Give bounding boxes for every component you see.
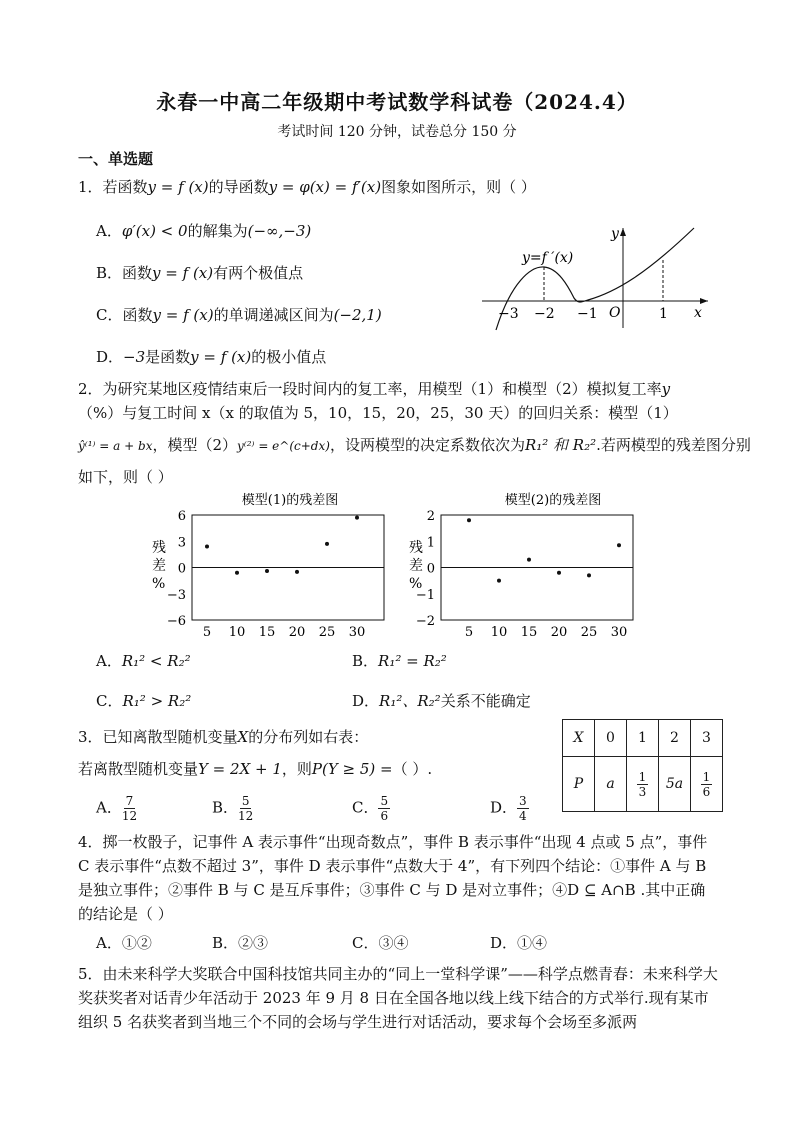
option-label: B． — [352, 652, 379, 670]
q4-option-a[interactable] — [96, 932, 152, 953]
fraction — [517, 794, 529, 823]
residual-point — [587, 573, 591, 577]
table-cell: 2 — [659, 720, 691, 757]
question-2-line1 — [78, 378, 670, 400]
q3-line2-math: Y = 2X + 1 — [198, 760, 282, 778]
x-tick-label: 5 — [464, 625, 474, 640]
fraction — [122, 794, 137, 823]
q2-line3-rest: ，设两模型的决定系数依次为 — [329, 436, 525, 454]
x-axis-label: x — [694, 305, 702, 321]
q1-stem-fx: y = f (x) — [147, 178, 209, 196]
option-math: φ′(x) < 0 — [121, 222, 188, 240]
fraction-numerator: 1 — [638, 769, 647, 784]
curve-label: y=f ′(x) — [522, 250, 574, 266]
q2-line3-r: R₁² 和 R₂² — [524, 436, 597, 454]
fraction-denominator: 6 — [380, 809, 389, 823]
y-tick-label: −6 — [166, 614, 186, 629]
option-math: y = f (x) — [152, 264, 214, 282]
q3-line2-text: 若离散型随机变量 — [78, 760, 199, 778]
option-text: ③④ — [378, 934, 409, 952]
q2-model2: y⁽²⁾ = e^(c+dx) — [237, 439, 330, 453]
question-3-line1 — [78, 726, 368, 748]
chart2-ylabel-3: % — [409, 576, 423, 592]
q2-option-b[interactable] — [352, 650, 447, 671]
chart2-ylabel-2: 差 — [409, 558, 423, 574]
q3-line2-tail: （ ）. — [392, 760, 433, 778]
q1-option-a[interactable] — [96, 220, 311, 241]
q1-option-b[interactable] — [96, 262, 303, 283]
q2-option-c[interactable] — [96, 690, 191, 711]
x-tick-label: 15 — [258, 625, 276, 640]
question-5-text: 5．由未来科学大奖联合中国科技馆共同主办的“同上一堂科学课”——科学点燃青春：未来科学大奖获奖者对话青少年活动于 2023 年 9 月 8 日在全国各地以线上线下结合的方式举行.现有某市组织 5 名获奖者到当地三个不同的会场与学生进行对话活动，要求每个会场至多派两 — [78, 965, 718, 1031]
fraction — [701, 770, 713, 799]
q2-line1-var: y — [661, 380, 671, 398]
option-label: C． — [352, 934, 379, 952]
x-tick-label: 30 — [348, 625, 366, 640]
q1-stem-prefix: 1．若函数 — [78, 178, 148, 196]
q4-option-b[interactable] — [212, 932, 268, 953]
y-tick-label: 0 — [426, 561, 435, 577]
tick-minus-1: −1 — [577, 306, 598, 322]
q3-option-c[interactable] — [352, 794, 390, 823]
x-tick-label: 20 — [550, 625, 568, 640]
table-cell — [627, 757, 659, 812]
residual-point — [355, 516, 359, 520]
option-label: B． — [212, 798, 239, 817]
tick-minus-2: −2 — [534, 306, 555, 322]
y-tick-label: 3 — [177, 535, 186, 551]
option-label: D． — [490, 934, 518, 952]
option-text2: 的单调递减区间为 — [213, 306, 334, 324]
x-tick-label: 10 — [490, 625, 508, 640]
table-cell: 3 — [691, 720, 723, 757]
y-tick-label: 0 — [177, 561, 186, 577]
fraction-denominator: 12 — [121, 809, 138, 823]
fraction — [637, 770, 649, 799]
x-tick-label: 25 — [580, 625, 598, 640]
section-heading: 一、单选题 — [78, 150, 154, 168]
option-text: ②③ — [238, 934, 269, 952]
option-math: y = f (x) — [152, 306, 214, 324]
q3-option-b[interactable] — [212, 794, 253, 823]
option-label: B． — [96, 264, 123, 282]
table-row — [563, 757, 723, 812]
option-math2: (−2,1) — [333, 306, 382, 324]
fraction — [238, 794, 253, 823]
q3-line1-text: 3．已知离散型随机变量 — [78, 728, 238, 746]
q3-option-a[interactable] — [96, 794, 137, 823]
q3-line1-var: X — [237, 728, 249, 746]
option-math: −3 — [123, 348, 146, 366]
option-math: R₁²、R₂² — [379, 692, 441, 710]
q4-option-c[interactable] — [352, 932, 409, 953]
origin-label: O — [609, 305, 621, 321]
option-label: D． — [96, 348, 124, 366]
question-2-line3 — [78, 434, 751, 457]
table-row — [563, 720, 723, 757]
table-cell: 1 — [627, 720, 659, 757]
x-tick-label: 10 — [228, 625, 246, 640]
residual-point — [235, 571, 239, 575]
option-text: 函数 — [122, 306, 153, 324]
fraction-denominator: 6 — [702, 784, 711, 799]
q1-derivative-graph — [476, 222, 716, 332]
question-3-line2 — [78, 758, 432, 780]
fraction-numerator: 3 — [519, 794, 527, 808]
question-2-line4: 如下，则（ ） — [78, 468, 173, 486]
residual-point — [205, 545, 209, 549]
table-cell: P — [563, 757, 595, 812]
y-axis-label: y — [611, 226, 619, 242]
question-1-stem — [78, 176, 536, 198]
residual-point — [295, 570, 299, 574]
q2-line1-text: 2．为研究某地区疫情结束后一段时间内的复工率，用模型（1）和模型（2）模拟复工率 — [78, 380, 662, 398]
option-label: D． — [352, 692, 380, 710]
fraction-denominator: 4 — [519, 809, 527, 823]
option-text: 是函数 — [145, 348, 191, 366]
option-text: 函数 — [122, 264, 153, 282]
q2-option-d[interactable] — [352, 690, 531, 711]
chart1-ylabel-1: 残 — [152, 540, 166, 556]
chart2-title: 模型(2)的残差图 — [504, 493, 602, 508]
exam-subtitle: 考试时间 120 分钟，试卷总分 150 分 — [277, 124, 517, 140]
option-label: A． — [96, 222, 122, 240]
y-tick-label: 2 — [426, 509, 435, 524]
q1-option-c[interactable] — [96, 304, 382, 325]
question-4-text: 4．掷一枚骰子，记事件 A 表示事件“出现奇数点”，事件 B 表示事件“出现 4 点或 5 点”，事件 C 表示事件“点数不超过 3”，事件 D 表示事件“点数大于 4”，有下列四个结论：①事件 A 与 B 是独立事件；②事件 B 与 C 是互斥事件；③事件 C 与 D 是对立事件；④D ⊆ A∩B .其中正确的结论是（ ） — [78, 833, 708, 923]
residual-point — [617, 543, 621, 547]
option-label: A． — [96, 798, 122, 817]
y-axis-arrow — [620, 228, 626, 236]
residual-point — [527, 558, 531, 562]
distribution-table — [562, 719, 723, 812]
option-label: C． — [96, 306, 123, 324]
q2-line3-mid: ，模型（2） — [152, 436, 238, 454]
q3-option-d[interactable] — [490, 794, 529, 823]
fraction-denominator: 3 — [638, 784, 647, 799]
question-2-line2: （%）与复工时间 x（x 的取值为 5，10，15，20，25，30 天）的回归关系：模型（1） — [78, 404, 678, 422]
residual-point — [265, 569, 269, 573]
chart1-ylabel-2: 差 — [152, 558, 166, 574]
option-label: D． — [490, 798, 518, 817]
option-label: B． — [212, 934, 239, 952]
option-label: A． — [96, 652, 122, 670]
table-cell: a — [595, 757, 627, 812]
q2-line3-tail: .若两模型的残差图分别 — [596, 436, 751, 454]
residual-plot-1 — [140, 490, 390, 640]
y-tick-label: −1 — [415, 587, 435, 603]
q3-line2-prob: P(Y ≥ 5) = — [311, 760, 393, 778]
page-title: 永春一中高二年级期中考试数学科试卷（2024.4） — [156, 90, 638, 114]
tick-minus-3: −3 — [498, 306, 519, 322]
y-tick-label: 1 — [426, 535, 435, 551]
table-cell: X — [563, 720, 595, 757]
option-text: 的解集为 — [187, 222, 248, 240]
q1-stem-mid: 的导函数 — [208, 178, 269, 196]
residual-point — [497, 579, 501, 583]
table-cell: 0 — [595, 720, 627, 757]
option-label: C． — [352, 798, 379, 817]
fraction-denominator: 12 — [238, 809, 254, 823]
tick-1: 1 — [659, 306, 668, 322]
fraction-numerator: 5 — [380, 794, 389, 808]
y-tick-label: −3 — [166, 587, 186, 603]
q2-model1: ŷ⁽¹⁾ = a + bx — [78, 439, 153, 453]
q1-stem-deriv: y = φ(x) = f′(x) — [268, 178, 382, 196]
option-text: 关系不能确定 — [440, 692, 531, 710]
q1-stem-suffix: 图象如图所示，则（ ） — [381, 178, 536, 196]
table-cell — [691, 757, 723, 812]
q3-line1-tail: 的分布列如右表： — [248, 728, 369, 746]
option-label: A． — [96, 934, 122, 952]
option-math: R₁² = R₂² — [378, 652, 447, 670]
option-math2: y = f (x) — [190, 348, 252, 366]
chart1-title: 模型(1)的残差图 — [241, 493, 339, 508]
x-tick-label: 25 — [318, 625, 336, 640]
chart1-ylabel-3: % — [152, 576, 166, 592]
q2-option-a[interactable] — [96, 650, 191, 671]
q3-line2-mid: ，则 — [281, 760, 312, 778]
option-label: C． — [96, 692, 123, 710]
x-axis-arrow — [700, 298, 708, 304]
residual-point — [467, 518, 471, 522]
option-math: R₁² < R₂² — [121, 652, 191, 670]
x-tick-label: 5 — [202, 625, 212, 640]
chart2-ylabel-1: 残 — [409, 540, 423, 556]
x-tick-label: 15 — [520, 625, 538, 640]
y-tick-label: 6 — [177, 509, 186, 524]
option-math2: (−∞,−3) — [247, 222, 312, 240]
fraction-numerator: 1 — [702, 769, 711, 784]
option-text2: 的极小值点 — [251, 348, 327, 366]
x-tick-label: 30 — [610, 625, 628, 640]
option-text: ①② — [121, 934, 152, 952]
x-tick-label: 20 — [288, 625, 306, 640]
residual-plot-2 — [405, 490, 655, 640]
fraction — [378, 794, 390, 823]
fraction-numerator: 7 — [125, 794, 134, 808]
residual-point — [557, 571, 561, 575]
y-tick-label: −2 — [415, 614, 435, 629]
q1-option-d[interactable] — [96, 346, 326, 367]
residual-point — [325, 542, 329, 546]
fraction-numerator: 5 — [241, 794, 250, 808]
q4-option-d[interactable] — [490, 932, 547, 953]
option-text2: 有两个极值点 — [213, 264, 304, 282]
option-math: R₁² > R₂² — [122, 692, 192, 710]
table-cell: 5a — [659, 757, 691, 812]
option-text: ①④ — [517, 934, 548, 952]
